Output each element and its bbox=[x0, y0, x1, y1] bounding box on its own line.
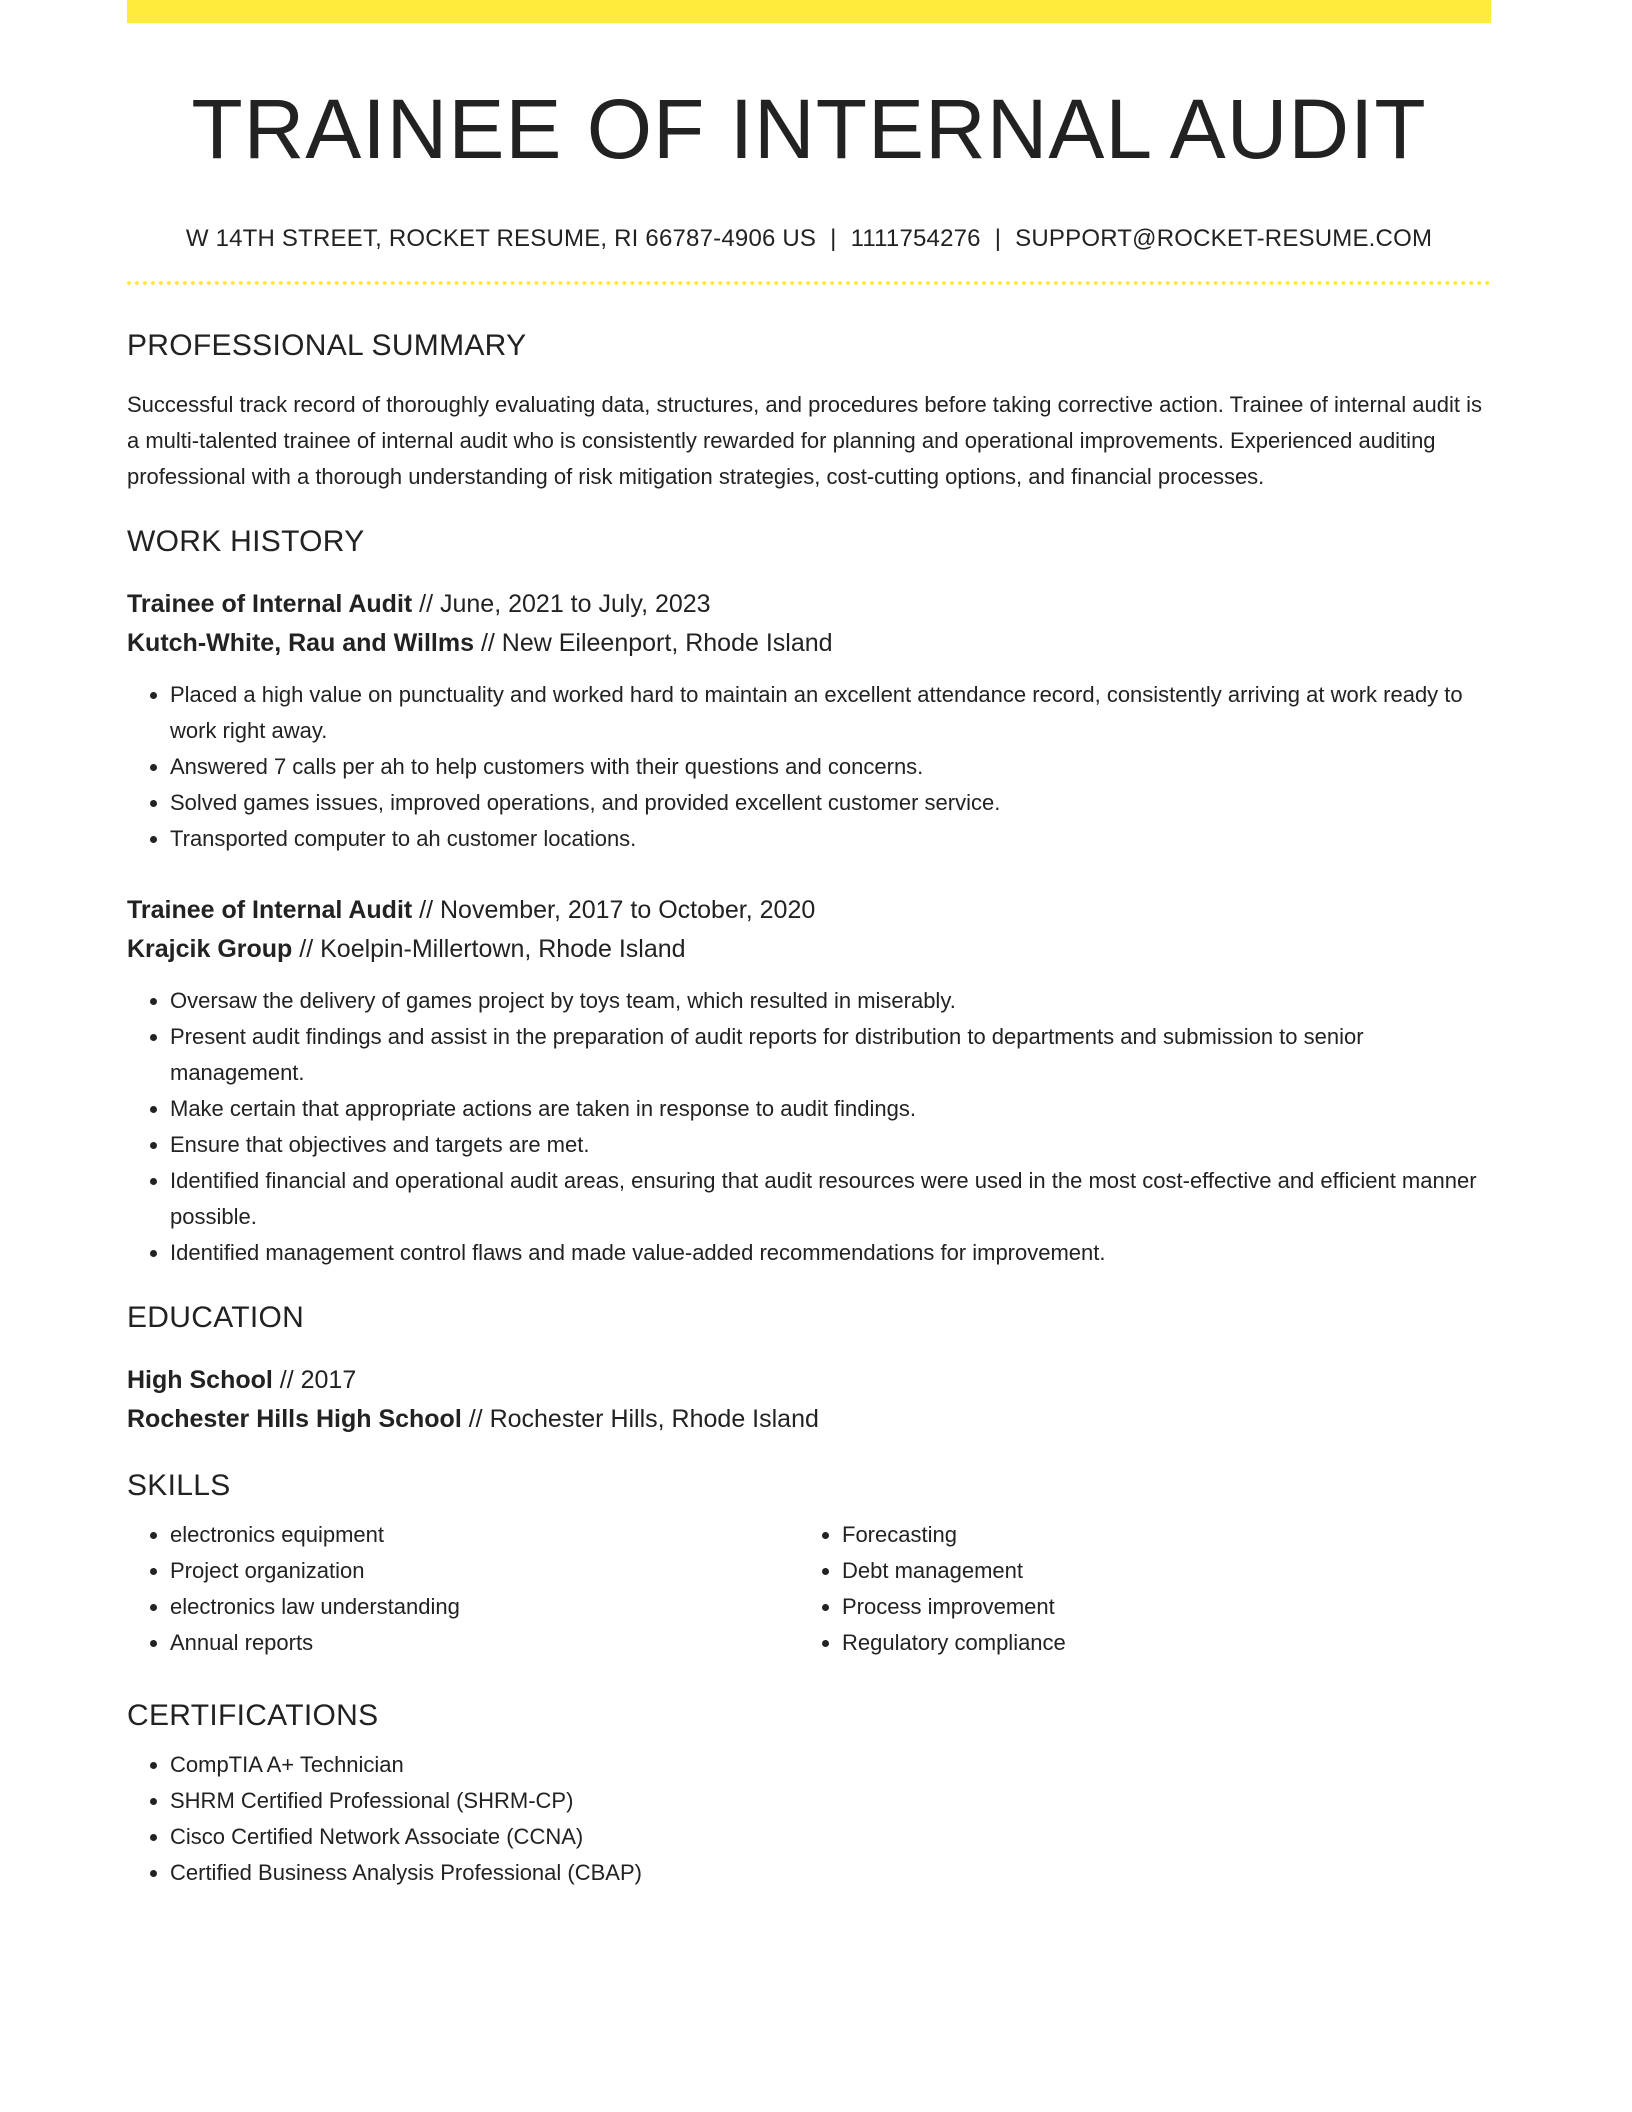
skill-item: • Annual reports bbox=[170, 1625, 799, 1661]
certification-item: • Certified Business Analysis Professional (CBAP) bbox=[170, 1855, 1491, 1891]
job-bullet: • Ensure that objectives and targets are met. bbox=[170, 1127, 1491, 1163]
job-role: Trainee of Internal Audit bbox=[127, 896, 413, 925]
job-bullet: • Make certain that appropriate actions are taken in response to audit findings. bbox=[170, 1091, 1491, 1127]
skills-list-left bbox=[127, 1517, 799, 1661]
job-bullet: • Solved games issues, improved operations, and provided excellent customer service. bbox=[170, 785, 1491, 821]
skill-item: • Forecasting bbox=[842, 1517, 1471, 1553]
job-bullet: • Identified management control flaws and made value-added recommendations for improvement. bbox=[170, 1235, 1491, 1271]
contact-address: W 14TH STREET, ROCKET RESUME, RI 66787-4906 US bbox=[185, 225, 817, 253]
job-title-line bbox=[127, 891, 1491, 930]
education-location: // Rochester Hills, Rhode Island bbox=[461, 1405, 819, 1434]
certifications-heading: CERTIFICATIONS bbox=[127, 1699, 379, 1733]
education-degree-line bbox=[127, 1361, 1491, 1400]
header-divider bbox=[127, 281, 1491, 285]
skills-heading: SKILLS bbox=[127, 1469, 231, 1503]
job-company-line bbox=[127, 930, 1491, 969]
job-bullet: • Oversaw the delivery of games project by toys team, which resulted in miserably. bbox=[170, 983, 1491, 1019]
job-entry bbox=[127, 891, 1491, 1271]
job-bullet: • Answered 7 calls per ah to help customers with their questions and concerns. bbox=[170, 749, 1491, 785]
job-location: // New Eileenport, Rhode Island bbox=[474, 629, 833, 658]
skill-item: • Project organization bbox=[170, 1553, 799, 1589]
skills-grid bbox=[127, 1517, 1491, 1661]
contact-line bbox=[127, 225, 1491, 253]
job-company: Kutch-White, Rau and Willms bbox=[127, 629, 474, 658]
job-bullets bbox=[127, 983, 1491, 1271]
job-location: // Koelpin-Millertown, Rhode Island bbox=[292, 935, 686, 964]
resume-title: TRAINEE OF INTERNAL AUDIT bbox=[191, 82, 1427, 176]
job-dates: // November, 2017 to October, 2020 bbox=[412, 896, 816, 925]
skill-item: • Debt management bbox=[842, 1553, 1471, 1589]
skill-item: • Regulatory compliance bbox=[842, 1625, 1471, 1661]
job-role: Trainee of Internal Audit bbox=[127, 590, 413, 619]
job-bullet: • Transported computer to ah customer locations. bbox=[170, 821, 1491, 857]
education-school: Rochester Hills High School bbox=[127, 1405, 462, 1434]
skill-item: • electronics law understanding bbox=[170, 1589, 799, 1625]
education-degree: High School bbox=[127, 1366, 273, 1395]
accent-bar bbox=[127, 0, 1491, 23]
skill-item: • electronics equipment bbox=[170, 1517, 799, 1553]
skills-list-right bbox=[799, 1517, 1471, 1661]
education-school-line bbox=[127, 1400, 1491, 1439]
education-entry bbox=[127, 1361, 1491, 1439]
summary-text: Successful track record of thoroughly evaluating data, structures, and procedures before taking corrective action. Trainee of internal audit is a multi-talented trainee of internal audit who is consistently rewarded for planning and operational improvements. Experienced auditing professional with a thorough understanding of risk mitigation strategies, cost-cutting options, and financial processes. bbox=[127, 392, 1482, 490]
certifications-list bbox=[127, 1747, 1491, 1891]
contact-separator: | bbox=[994, 225, 1002, 253]
job-company-line bbox=[127, 624, 1491, 663]
job-bullets bbox=[127, 677, 1491, 857]
education-year: // 2017 bbox=[272, 1366, 357, 1395]
job-bullet: • Present audit findings and assist in the preparation of audit reports for distribution to departments and submission to senior management. bbox=[170, 1019, 1491, 1091]
education-heading: EDUCATION bbox=[127, 1301, 305, 1335]
job-entry bbox=[127, 585, 1491, 857]
resume-page bbox=[127, 0, 1491, 1891]
skill-item: • Process improvement bbox=[842, 1589, 1471, 1625]
contact-separator: | bbox=[830, 225, 837, 253]
job-company: Krajcik Group bbox=[127, 935, 293, 964]
certification-item: • SHRM Certified Professional (SHRM-CP) bbox=[170, 1783, 1491, 1819]
work-history-heading: WORK HISTORY bbox=[127, 525, 365, 559]
certification-item: • CompTIA A+ Technician bbox=[170, 1747, 1491, 1783]
job-bullet: • Placed a high value on punctuality and worked hard to maintain an excellent attendance record, consistently arriving at work ready to work right away. bbox=[170, 677, 1491, 749]
job-dates: // June, 2021 to July, 2023 bbox=[412, 590, 711, 619]
summary-heading: PROFESSIONAL SUMMARY bbox=[127, 329, 527, 363]
job-bullet: • Identified financial and operational audit areas, ensuring that audit resources were used in the most cost-effective and efficient manner possible. bbox=[170, 1163, 1491, 1235]
contact-phone: 1111754276 bbox=[850, 225, 981, 253]
certification-item: • Cisco Certified Network Associate (CCNA) bbox=[170, 1819, 1491, 1855]
contact-email: SUPPORT@ROCKET-RESUME.COM bbox=[1015, 225, 1433, 253]
job-title-line bbox=[127, 585, 1491, 624]
